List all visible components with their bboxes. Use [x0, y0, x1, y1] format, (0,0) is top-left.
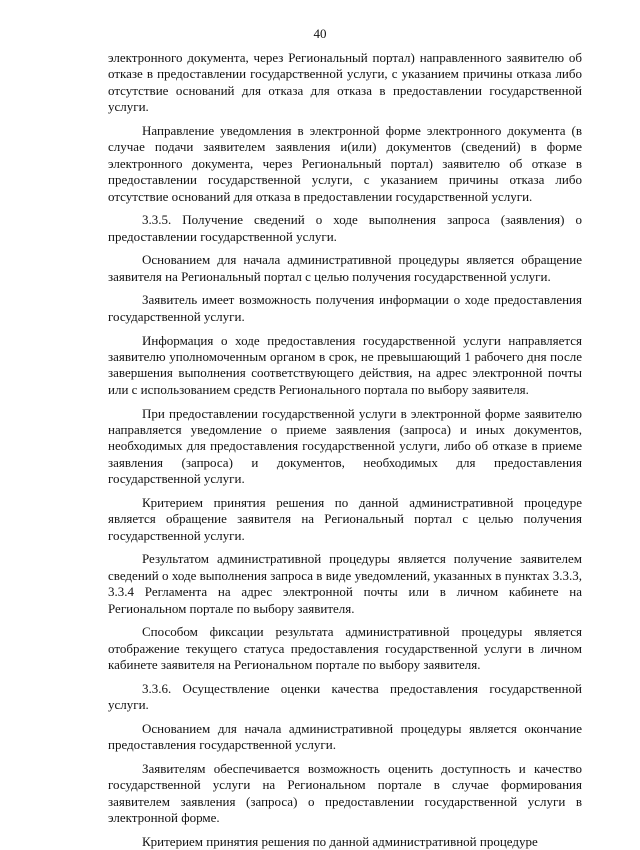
paragraph-13: Заявителям обеспечивается возможность оценить доступность и качество государственной услуги на Региональном портале в случае формирования заявителем заявления (запроса) о предоставлении государственной услуги в электронной форме.: [108, 761, 582, 826]
section-heading-3-3-6: 3.3.6. Осуществление оценки качества предоставления государственной услуги.: [108, 680, 582, 713]
paragraph-1: электронного документа, через Региональный портал) направленного заявителю об отказе в предоставлении государственной услуги, с указанием причины отказа либо отсутствие оснований для отказа для отказа в предоставлении государственной услуги.: [108, 50, 582, 115]
paragraph-6: Информация о ходе предоставления государственной услуги направляется заявителю уполномоченным органом в срок, не превышающий 1 рабочего дня после завершения выполнения соответствующего действия, на адрес электронной почты или с использованием средств Регионального портала по выбору заявителя.: [108, 332, 582, 397]
body-text: [108, 50, 582, 850]
paragraph-7: При предоставлении государственной услуги в электронной форме заявителю направляется уведомление о приеме заявления (запроса) и иных документов, необходимых для предоставления государственной услуги, либо об отказе в приеме заявления (запроса) и документов, необходимых для предоставления государственной услуги.: [108, 405, 582, 487]
paragraph-2: Направление уведомления в электронной форме электронного документа (в случае подачи заявителем заявления и(или) документов (сведений) в форме электронного документа, через Региональный портал) заявителю об отказе в предоставлении государственной услуги, с указанием причины отказа либо отсутствие оснований для отказа в предоставлении государственной услуги.: [108, 122, 582, 204]
paragraph-5: Заявитель имеет возможность получения информации о ходе предоставления государственной услуги.: [108, 292, 582, 324]
paragraph-9: Результатом административной процедуры является получение заявителем сведений о ходе выполнения запроса в виде уведомлений, указанных в пунктах 3.3.3, 3.3.4 Регламента на адрес электронной почты или в личном кабинете на Региональном портале по выбору заявителя.: [108, 551, 582, 616]
paragraph-12: Основанием для начала административной процедуры является окончание предоставления государственной услуги.: [108, 720, 582, 753]
paragraph-4: Основанием для начала административной процедуры является обращение заявителя на Региональный портал с целью получения государственной услуги.: [108, 252, 582, 284]
paragraph-8: Критерием принятия решения по данной административной процедуре является обращение заявителя на Региональный портал с целью получения государственной услуги.: [108, 494, 582, 543]
paragraph-10: Способом фиксации результата административной процедуры является отображение текущего статуса предоставления государственной услуги в личном кабинете заявителя на Региональном портале по выбору заявителя.: [108, 624, 582, 673]
section-heading-3-3-5: 3.3.5. Получение сведений о ходе выполнения запроса (заявления) о предоставлении государственной услуги.: [108, 212, 582, 244]
page-number: 40: [313, 26, 327, 41]
paragraph-14: Критерием принятия решения по данной административной процедуре: [142, 833, 538, 849]
